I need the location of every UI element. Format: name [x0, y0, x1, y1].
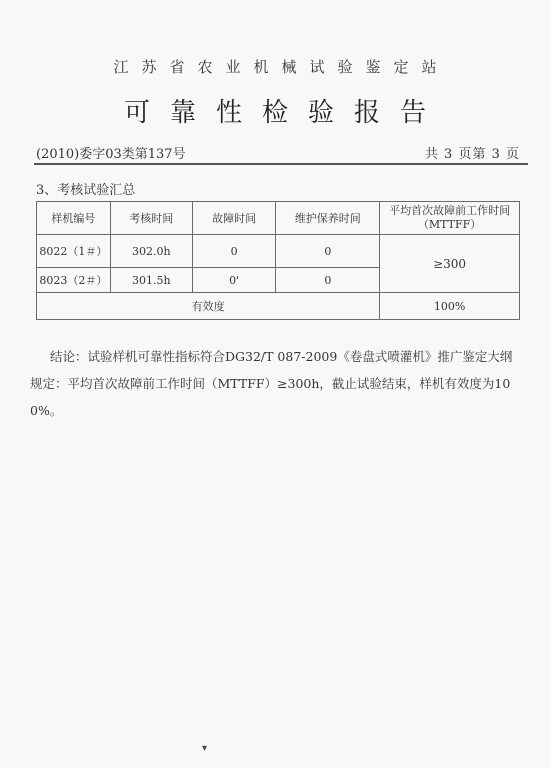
- cell-sample: 8023（2＃）: [37, 268, 111, 293]
- effectiveness-row: [37, 293, 520, 320]
- page-info: 共 3 页第 3 页: [424, 147, 520, 162]
- header-mttff: [380, 202, 520, 235]
- table-row: [37, 235, 520, 268]
- cell-test-time: 301.5h: [110, 268, 192, 293]
- organization-name: 江苏省农业机械试验鉴定站: [113, 58, 450, 76]
- test-summary-table: [36, 201, 520, 320]
- conclusion-text: 结论：试验样机可靠性指标符合DG32/T 087-2009《卷盘式喷灌机》推广鉴定大纲规定：平均首次故障前工作时间（MTTFF）≥300h，截止试验结束，样机有效度为100%。: [30, 349, 513, 418]
- cell-maintenance-time: 0: [276, 268, 380, 293]
- effectiveness-value: 100%: [380, 293, 520, 320]
- header-sample: 样机编号: [37, 202, 111, 235]
- report-title: 可靠性检验报告: [123, 98, 446, 128]
- effectiveness-label: 有效度: [37, 293, 380, 320]
- header-mttff-label: 平均首次故障前工作时间（MTTFF）: [389, 204, 511, 231]
- footer-mark: ▾: [202, 743, 208, 754]
- header-fault-time: 故障时间: [192, 202, 276, 235]
- cell-test-time: 302.0h: [110, 235, 192, 268]
- header-maintenance-time: 维护保养时间: [276, 202, 380, 235]
- table-header-row: [37, 202, 520, 235]
- cell-fault-time: 0: [192, 235, 276, 268]
- section-title: 3、考核试验汇总: [36, 183, 136, 198]
- header-test-time: 考核时间: [110, 202, 192, 235]
- cell-fault-time: 0': [192, 268, 276, 293]
- cell-mttff-value: ≥300: [380, 235, 520, 293]
- document-number: (2010)委字03类第137号: [36, 147, 186, 162]
- cell-maintenance-time: 0: [276, 235, 380, 268]
- cell-sample: 8022（1＃）: [37, 235, 111, 268]
- header-divider: [34, 163, 528, 165]
